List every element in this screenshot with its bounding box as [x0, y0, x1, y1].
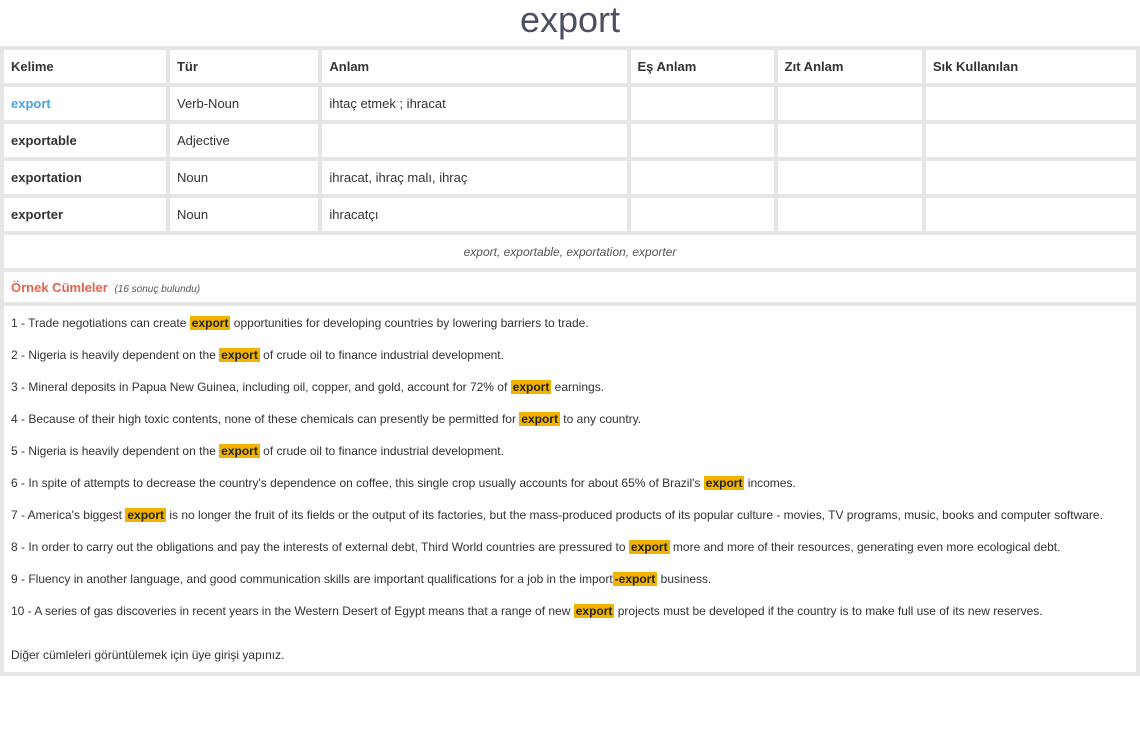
keyword-highlight: export [705, 476, 743, 490]
page-title: export [519, 0, 621, 40]
sentence-pre: 9 - Fluency in another language, and good communication skills are important qualifications for a job in the import [11, 572, 613, 586]
word-link[interactable]: export [11, 96, 51, 111]
keyword-highlight: export [521, 412, 558, 426]
example-sentence [11, 602, 1129, 620]
meaning-cell [322, 124, 626, 157]
header-antonym: Zıt Anlam [778, 50, 922, 83]
table-header-row [4, 50, 1136, 83]
examples-count: (16 sonuç bulundu) [114, 283, 201, 295]
synonym-cell [631, 124, 774, 157]
login-prompt[interactable] [11, 648, 1129, 666]
frequent-cell [926, 198, 1136, 231]
sentence-pre: 5 - Nigeria is heavily dependent on the [11, 444, 220, 458]
synonym-cell [631, 87, 774, 120]
sentence-post: business. [657, 572, 712, 586]
meaning-cell: ihracatçı [322, 198, 626, 231]
word-forms-row [4, 235, 1136, 268]
meaning-cell: ihtaç etmek ; ihracat [322, 87, 626, 120]
keyword-highlight: export [127, 508, 165, 522]
example-sentence [11, 378, 1129, 396]
word-cell: exporter [4, 198, 166, 231]
sentence-pre: 1 - Trade negotiations can create [11, 316, 190, 330]
sentence-post: more and more of their resources, generating even more ecological debt. [669, 540, 1061, 554]
sentence-pre: 6 - In spite of attempts to decrease the country's dependence on coffee, this single crop usually accounts for about 65% of Brazil's [11, 476, 704, 490]
header-synonym: Eş Anlam [631, 50, 774, 83]
frequent-cell [926, 87, 1136, 120]
example-sentence [11, 346, 1129, 364]
frequent-cell [926, 161, 1136, 194]
sentence-post: projects must be developed if the country is to make full use of its new reserves. [614, 604, 1043, 618]
sentence-pre: 4 - Because of their high toxic contents, none of these chemicals can presently be permitted for [11, 412, 520, 426]
sentence-pre: 7 - America's biggest [11, 508, 126, 522]
keyword-highlight: -export [614, 572, 656, 586]
sentence-post: earnings. [551, 380, 605, 394]
sentence-post: of crude oil to finance industrial development. [259, 348, 504, 362]
login-link[interactable]: Diğer cümleleri görüntülemek için üye girişi yapınız. [11, 648, 285, 662]
sentence-pre: 3 - Mineral deposits in Papua New Guinea, including oil, copper, and gold, account for 72% of [11, 380, 511, 394]
keyword-highlight: export [512, 380, 550, 394]
keyword-highlight: export [221, 348, 258, 362]
meaning-cell: ihracat, ihraç malı, ihraç [322, 161, 626, 194]
type-cell: Noun [170, 161, 318, 194]
antonym-cell [778, 124, 922, 157]
examples-title: Örnek Cümleler [11, 279, 108, 295]
keyword-highlight: export [221, 444, 258, 458]
examples-body-row [4, 306, 1136, 672]
sentence-post: is no longer the fruit of its fields or the output of its factories, but the mass-produced products of its popular culture - movies, TV programs, music, books and computer software. [166, 508, 1103, 522]
sentence-post: opportunities for developing countries by lowering barriers to trade. [230, 316, 589, 330]
examples-header-row [4, 272, 1136, 302]
sentence-post: incomes. [744, 476, 796, 490]
sentence-post: to any country. [559, 412, 642, 426]
word-forms: export, exportable, exportation, exporter [4, 235, 1136, 268]
header-frequent: Sık Kullanılan [926, 50, 1136, 83]
example-sentence [11, 442, 1129, 460]
keyword-highlight: export [630, 540, 668, 554]
sentence-pre: 2 - Nigeria is heavily dependent on the [11, 348, 220, 362]
examples-header [4, 272, 1136, 302]
example-sentence [11, 570, 1129, 588]
table-row [4, 87, 1136, 120]
example-sentence [11, 410, 1129, 428]
type-cell: Noun [170, 198, 318, 231]
type-cell: Verb-Noun [170, 87, 318, 120]
frequent-cell [926, 124, 1136, 157]
dictionary-table [0, 46, 1140, 676]
antonym-cell [778, 87, 922, 120]
example-sentence [11, 506, 1129, 524]
antonym-cell [778, 198, 922, 231]
table-row [4, 161, 1136, 194]
word-cell: exportable [4, 124, 166, 157]
header-word: Kelime [4, 50, 166, 83]
table-row [4, 198, 1136, 231]
examples-body [4, 306, 1136, 672]
keyword-highlight: export [191, 316, 229, 330]
synonym-cell [631, 198, 774, 231]
type-cell: Adjective [170, 124, 318, 157]
sentence-pre: 8 - In order to carry out the obligations and pay the interests of external debt, Third World countries are pressured to [11, 540, 629, 554]
antonym-cell [778, 161, 922, 194]
example-sentence [11, 538, 1129, 556]
example-sentence [11, 314, 1129, 332]
example-sentence [11, 474, 1129, 492]
word-cell: exportation [4, 161, 166, 194]
sentence-pre: 10 - A series of gas discoveries in recent years in the Western Desert of Egypt means that a range of new [11, 604, 574, 618]
word-cell[interactable] [4, 87, 166, 120]
header-type: Tür [170, 50, 318, 83]
header-meaning: Anlam [322, 50, 626, 83]
synonym-cell [631, 161, 774, 194]
sentence-post: of crude oil to finance industrial development. [259, 444, 504, 458]
table-row [4, 124, 1136, 157]
keyword-highlight: export [575, 604, 613, 618]
